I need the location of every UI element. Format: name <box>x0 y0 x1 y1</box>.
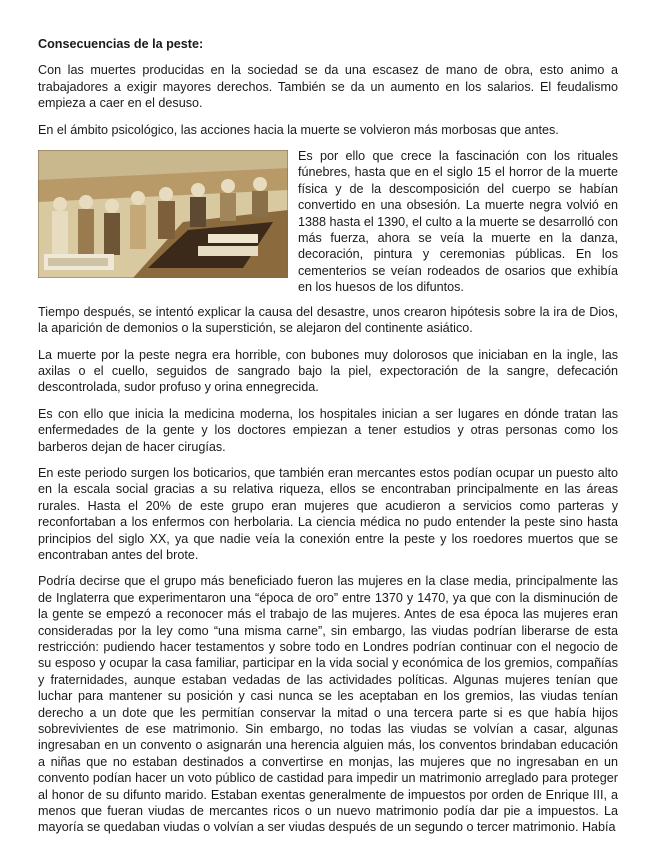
figure-text-block <box>38 148 618 296</box>
section-heading: Consecuencias de la peste: <box>38 37 204 51</box>
paragraph-apothecaries: En este periodo surgen los boticarios, que también eran mercantes estos podían ocupar un puesto alto en la escala social gracias a su relativa riqueza, ellos se encontraban principalmente en las áreas rurales. Hasta el 20% de este grupo eran mujeres que acudieron a servicios como parteras y reconfortaban a los enfermos con herbolaria. La ciencia médica no pudo entender la peste sino hasta principios del siglo XX, ya que nadie veía la conexión entre la peste y los roedores muertos que se encontraban antes del brote. <box>38 465 618 562</box>
paragraph-symptoms: La muerte por la peste negra era horrible, con bubones muy dolorosos que iniciaban en la ingle, las axilas o el cuello, seguidos de sangrado bajo la piel, expectoración de la sangre, defecación descontrolada, sudor profuso y orina ennegrecida. <box>38 347 618 395</box>
paragraph-labor: Con las muertes producidas en la sociedad se da una escasez de mano de obra, esto animo a trabajadores a exigir mayores derechos. También se da un aumento en los salarios. El feudalismo empieza a caer en el desuso. <box>38 63 618 111</box>
paragraph-psychology: En el ámbito psicológico, las acciones hacia la muerte se volvieron más morbosas que antes. <box>38 122 559 137</box>
plague-burial-illustration <box>38 150 288 278</box>
paragraph-women: Podría decirse que el grupo más beneficiado fueron las mujeres en la clase media, principalmente las de Inglaterra que experimentaron una “época de oro” entre 1370 y 1470, ya que con la disminución de la gente se empezó a reconocer más el trabajo de las mujeres. Antes de esa época las mujeres eran consideradas por la ley como “una misma carne”, sin embargo, las viudas podrían liberarse de esta restricción: pudiendo hacer testamentos y sobre todo en Londres podrían continuar con el negocio de su esposo y ocupar la casa familiar, participar en la vida social y económica de los gremios, compañías y fraternidades, aunque estaban vedadas de las actividades políticas. Algunas mujeres tenían que luchar para mantener su posición y casi nunca se les aceptaban en los gremios, las viudas tenían derecho a un dote que les permitían conservar la mitad o una tercera parte si es que había hijos sobrevivientes de ese matrimonio. Sin embargo, no todas las viudas se volvían a casar, algunas ingresaban en un convento o asignarán una herencia alguien más, los conventos brindaban educación a niñas que no estaban destinados a convertirse en monjas, las mujeres que no ingresaban en un convento podían hacer un voto público de castidad para impedir un matrimonio arreglado para proteger al honor de su difunto marido. Estaban exentas generalmente de impuestos por orden de Enrique III, a menos que fueran viudas de mercantes ricos o un nuevo matrimonio podía dar pie a impuestos. La mayoría se quedaban viudas o volvían a ser viudas después de un segundo o tercer matrimonio. Había <box>38 574 618 835</box>
document-page <box>38 36 618 836</box>
paragraph-death-cult: Es por ello que crece la fascinación con los rituales fúnebres, hasta que en el siglo 15 el horror de la muerte física y de la descomposición del cuerpo se habían convertido en una obsesión. La muerte negra volvió en 1388 hasta el 1390, el culto a la muerte se desarrolló con más fuerza, ahora se veía la muerte en la danza, decoración, pintura y ceremonias públicas. En los cementerios se veían rodeados de osarios que exhibía en los huesos de los difuntos. <box>298 149 618 295</box>
paragraph-explanations: Tiempo después, se intentó explicar la causa del desastre, unos crearon hipótesis sobre la ira de Dios, la aparición de demonios o la superstición, se alejaron del continente asiático. <box>38 304 618 336</box>
paragraph-medicine: Es con ello que inicia la medicina moderna, los hospitales inician a ser lugares en dónde tratan las enfermedades de la gente y los doctores empiezan a tener estudios y otras personas como los barberos dejan de hacer cirugías. <box>38 406 618 454</box>
